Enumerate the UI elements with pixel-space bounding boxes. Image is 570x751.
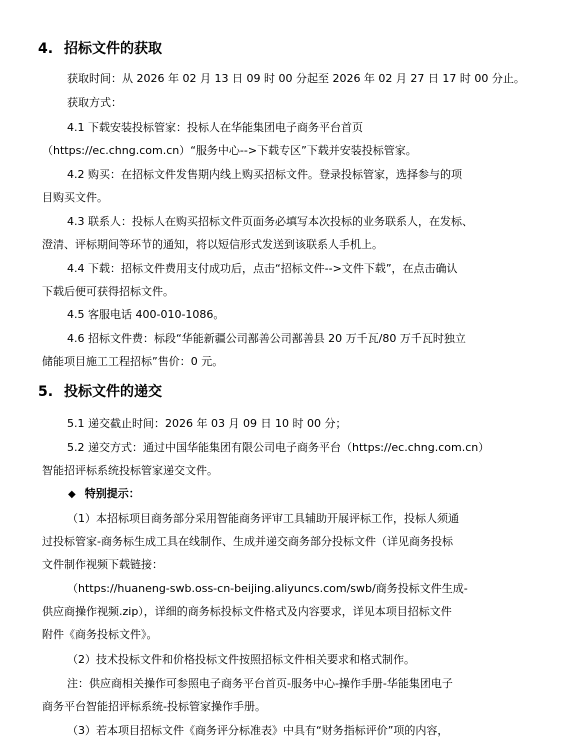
item-5-2-line-2: 智能招评标系统投标管家递交文件。 [42,464,218,477]
item-4-3-line-1: 4.3 联系人：投标人在购买招标文件页面务必填写本次投标的业务联系人，在发标、 [67,215,473,228]
section-title: 投标文件的递交 [64,384,162,400]
item-4-5: 4.5 客服电话 400-010-1086。 [67,308,225,321]
item-4-4-line-1: 4.4 下载：招标文件费用支付成功后，点击“招标文件-->文件下载”，在点击确认 [67,262,458,275]
item-4-4-line-2: 下载后便可获得招标文件。 [42,285,174,298]
item-4-1-line-2: （https://ec.chng.com.cn）“服务中心-->下载专区”下载并安装投标管家。 [42,144,417,157]
section-title: 招标文件的获取 [64,41,162,57]
section-number: 4. [38,41,54,57]
item-4-2-line-1: 4.2 购买：在招标文件发售期内线上购买招标文件。登录投标管家，选择参与的项 [67,168,462,181]
item-5-2-line-1: 5.2 递交方式：通过中国华能集团有限公司电子商务平台（https://ec.chng.com.cn） [67,441,490,454]
item-4-1-line-1: 4.1 下载安装投标管家：投标人在华能集团电子商务平台首页 [67,121,363,134]
item-4-6-line-2: 储能项目施工工程招标”售价：0 元。 [42,355,224,368]
section-4-heading [38,38,162,58]
section-5-heading [38,381,162,401]
operation-note-line-1: 注：供应商相关操作可参照电子商务平台首页-服务中心-操作手册-华能集团电子 [67,677,453,690]
note-2: （2）技术投标文件和价格投标文件按照招标文件相关要求和格式制作。 [67,653,415,666]
note-1-link[interactable]: （https://huaneng-swb.oss-cn-beijing.aliyuncs.com/swb/商务投标文件生成- [67,582,468,595]
acquire-time: 获取时间：从 2026 年 02 月 13 日 09 时 00 分起至 2026 年 02 月 27 日 17 时 00 分止。 [67,72,525,85]
special-note-heading [68,487,140,502]
diamond-bullet-icon: ◆ [68,489,76,500]
item-5-1: 5.1 递交截止时间：2026 年 03 月 09 日 10 时 00 分； [67,417,347,430]
note-1-line-6: 附件《商务投标文件》。 [42,628,158,641]
special-note-title: 特别提示： [84,487,140,500]
acquire-method: 获取方式： [67,96,122,109]
note-1-line-2: 过投标管家-商务标生成工具在线制作、生成并递交商务部分投标文件（详见商务投标 [42,535,453,548]
note-1-line-5: 供应商操作视频.zip），详细的商务标投标文件格式及内容要求，详见本项目招标文件 [42,605,452,618]
section-number: 5. [38,384,54,400]
note-3: （3）若本项目招标文件《商务评分标准表》中具有“财务指标评价”项的内容， [67,724,449,737]
operation-note-line-2: 商务平台智能招评标系统-投标管家操作手册。 [42,700,266,713]
note-1-line-1: （1）本招标项目商务部分采用智能商务评审工具辅助开展评标工作，投标人须通 [67,512,459,525]
item-4-6-line-1: 4.6 招标文件费：标段“华能新疆公司鄯善公司鄯善县 20 万千瓦/80 万千瓦时独立 [67,332,466,345]
note-1-line-3: 文件制作视频下载链接： [42,558,163,571]
item-4-2-line-2: 目购买文件。 [42,191,108,204]
item-4-3-line-2: 澄清、评标期间等环节的通知，将以短信形式发送到该联系人手机上。 [42,238,383,251]
